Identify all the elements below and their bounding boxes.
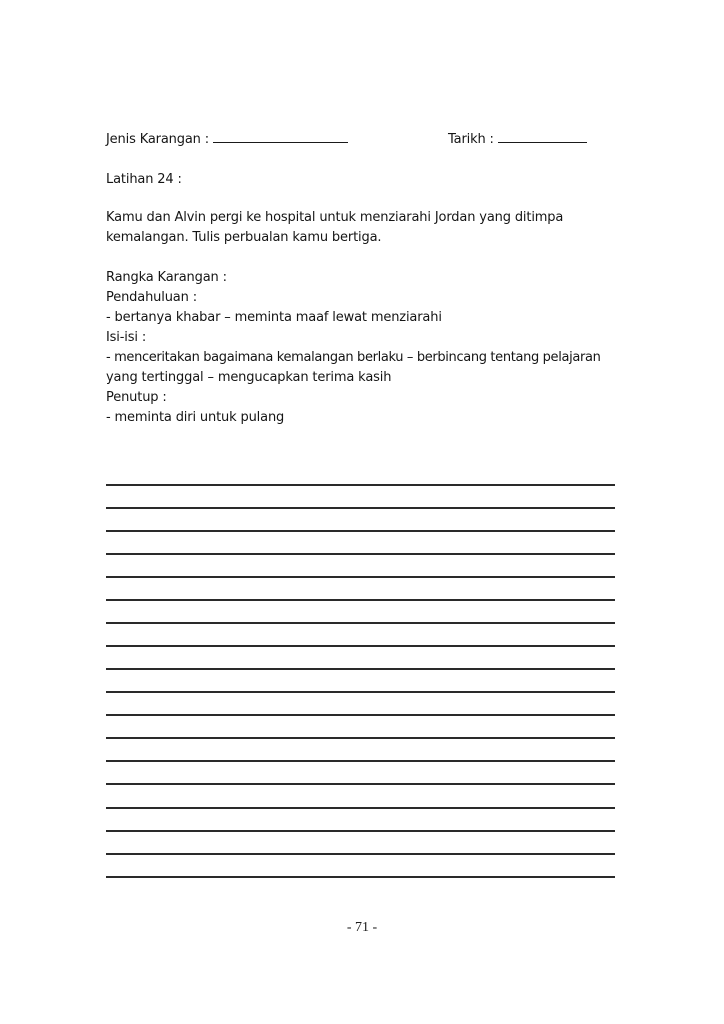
prompt-line-1: Kamu dan Alvin pergi ke hospital untuk menziarahi Jordan yang ditimpa — [106, 210, 564, 225]
tarikh-label: Tarikh : — [448, 132, 494, 147]
prompt-line-2: kemalangan. Tulis perbualan kamu bertiga. — [106, 230, 382, 245]
writing-line[interactable] — [106, 668, 615, 670]
writing-line[interactable] — [106, 691, 615, 693]
writing-line[interactable] — [106, 530, 615, 532]
jenis-karangan-label: Jenis Karangan : — [106, 132, 209, 147]
outline-item: - menceritakan bagaimana kemalangan berlaku – berbincang tentang pelajaran — [106, 350, 601, 365]
writing-line[interactable] — [106, 737, 615, 739]
writing-line[interactable] — [106, 714, 615, 716]
outline-heading: Rangka Karangan : — [106, 270, 227, 285]
writing-line[interactable] — [106, 576, 615, 578]
outline-section-label-isi: Isi-isi : — [106, 330, 147, 345]
writing-line[interactable] — [106, 599, 615, 601]
outline-item: - bertanya khabar – meminta maaf lewat menziarahi — [106, 310, 442, 325]
writing-line[interactable] — [106, 484, 615, 486]
page-number: - 71 - — [346, 920, 378, 935]
writing-line[interactable] — [106, 830, 615, 832]
writing-line[interactable] — [106, 622, 615, 624]
tarikh-blank[interactable] — [498, 130, 587, 143]
outline-item: - meminta diri untuk pulang — [106, 410, 285, 425]
writing-line[interactable] — [106, 553, 615, 555]
writing-line[interactable] — [106, 645, 615, 647]
writing-line[interactable] — [106, 783, 615, 785]
writing-line[interactable] — [106, 507, 615, 509]
writing-line[interactable] — [106, 760, 615, 762]
exercise-title: Latihan 24 : — [106, 172, 182, 187]
outline-section-label-pendahuluan: Pendahuluan : — [106, 290, 197, 305]
jenis-karangan-blank[interactable] — [213, 130, 348, 143]
jenis-karangan-field — [106, 130, 348, 150]
writing-line[interactable] — [106, 853, 615, 855]
outline-section-label-penutup: Penutup : — [106, 390, 167, 405]
writing-line[interactable] — [106, 807, 615, 809]
outline-item: yang tertinggal – mengucapkan terima kasih — [106, 370, 392, 385]
writing-line[interactable] — [106, 876, 615, 878]
tarikh-field — [448, 130, 587, 150]
